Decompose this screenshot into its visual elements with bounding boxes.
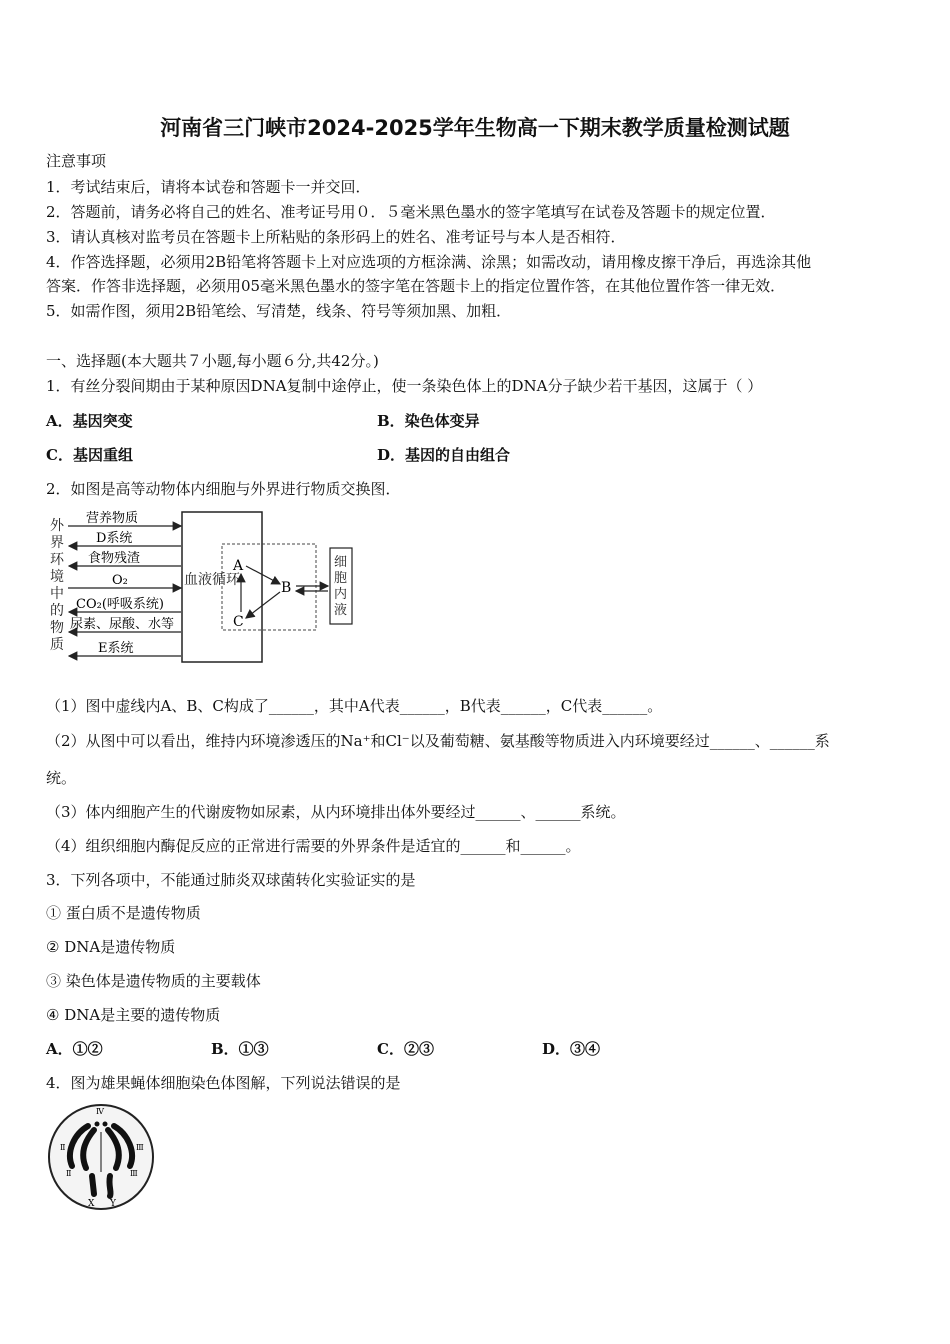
blood-label: 血液循环 [184, 572, 240, 588]
notice-item-4-cont: 答案．作答非选择题，必须用05毫米黑色墨水的签字笔在答题卡上的指定位置作答，在其他位置作答一律无效． [46, 277, 786, 295]
q1-option-d: D．基因的自由组合 [377, 446, 511, 464]
arrow-b-c [246, 592, 280, 618]
notice-item-3: 3．请认真核对监考员在答题卡上所粘贴的条形码上的姓名、准考证号与本人是否相符． [46, 228, 626, 246]
section-heading: 一、选择题(本大题共７小题,每小题６分,共42分。) [46, 352, 379, 370]
label-d-system: D系统 [96, 531, 133, 546]
q2-stem: 2．如图是高等动物体内细胞与外界进行物质交换图． [46, 480, 401, 498]
q3-stem: 3．下列各项中，不能通过肺炎双球菌转化实验证实的是 [46, 871, 416, 889]
notice-heading: 注意事项 [46, 152, 107, 170]
notice-item-4: 4．作答选择题，必须用2B铅笔将答题卡上对应选项的方框涂满、涂黑；如需改动，请用橡皮擦干净后，再选涂其他 [46, 253, 812, 271]
label-ii-left: Ⅱ [60, 1143, 66, 1152]
q4-stem: 4．图为雄果蝇体细胞染色体图解，下列说法错误的是 [46, 1074, 401, 1092]
q2-part-2: （2）从图中可以看出，维持内环境渗透压的Na⁺和Cl⁻以及葡萄糖、氨基酸等物质进入内环境要经过______、______系 [46, 732, 830, 750]
cell-label: 细胞内液 [334, 555, 348, 618]
label-co2: CO₂(呼吸系统) [76, 597, 164, 612]
q1-stem: 1．有丝分裂间期由于某种原因DNA复制中途停止，使一条染色体上的DNA分子缺少若干基因，这属于（ ） [46, 377, 763, 395]
q3-statement-4: ④ DNA是主要的遗传物质 [46, 1006, 221, 1024]
q3-statement-2: ② DNA是遗传物质 [46, 938, 176, 956]
arrow-a-b [246, 566, 280, 584]
label-b: B [281, 580, 292, 596]
label-ii-lower: Ⅱ [66, 1169, 72, 1178]
q1-option-c: C．基因重组 [46, 446, 133, 464]
left-label: 外界环 境中的 物质 [50, 518, 64, 653]
chromosome-iv-2 [103, 1122, 108, 1127]
label-waste: 食物残渣 [88, 551, 141, 566]
q3-option-d: D．③④ [542, 1040, 601, 1058]
label-c: C [233, 614, 244, 630]
q3-option-c: C．②③ [377, 1040, 434, 1058]
q2-part-4: （4）组织细胞内酶促反应的正常进行需要的外界条件是适宜的______和______。 [46, 837, 581, 855]
q1-option-a: A．基因突变 [46, 412, 133, 430]
chromosome-x [92, 1176, 94, 1194]
q3-option-a: A．①② [46, 1040, 103, 1058]
notice-item-5: 5．如需作图，须用2B铅笔绘、写清楚，线条、符号等须加黑、加粗． [46, 302, 512, 320]
label-a: A [233, 558, 244, 574]
q3-statement-1: ① 蛋白质不是遗传物质 [46, 904, 201, 922]
q3-statement-3: ③ 染色体是遗传物质的主要载体 [46, 972, 261, 990]
notice-item-2: 2．答题前，请务必将自己的姓名、准考证号用０．５毫米黑色墨水的签字笔填写在试卷及答题卡的规定位置． [46, 203, 776, 221]
q3-option-b: B．①③ [211, 1040, 269, 1058]
label-o2: O₂ [112, 573, 128, 588]
label-y: Y [110, 1199, 116, 1209]
label-iii-lower: Ⅲ [130, 1169, 138, 1178]
label-iii-right: Ⅲ [136, 1143, 144, 1152]
q1-option-b: B．染色体变异 [377, 412, 480, 430]
q2-part-1: （1）图中虚线内A、B、C构成了______，其中A代表______，B代表______，C代表______。 [46, 697, 663, 715]
label-nutrients: 营养物质 [86, 511, 139, 526]
exchange-diagram [44, 508, 356, 666]
label-e-system: E系统 [98, 641, 134, 656]
label-urea: 尿素、尿酸、水等 [70, 617, 175, 632]
chromosome-figure [44, 1102, 158, 1212]
chromosome-iv-1 [95, 1122, 100, 1127]
page-title: 河南省三门峡市2024-2025学年生物高一下期末教学质量检测试题 [160, 116, 790, 140]
label-x: X [88, 1199, 95, 1209]
q2-part-2-cont: 统。 [46, 769, 77, 787]
chromosome-y [109, 1176, 110, 1196]
q2-part-3: （3）体内细胞产生的代谢废物如尿素，从内环境排出体外要经过______、______系统。 [46, 803, 626, 821]
label-iv: Ⅳ [96, 1107, 104, 1116]
notice-item-1: 1．考试结束后，请将本试卷和答题卡一并交回． [46, 178, 371, 196]
